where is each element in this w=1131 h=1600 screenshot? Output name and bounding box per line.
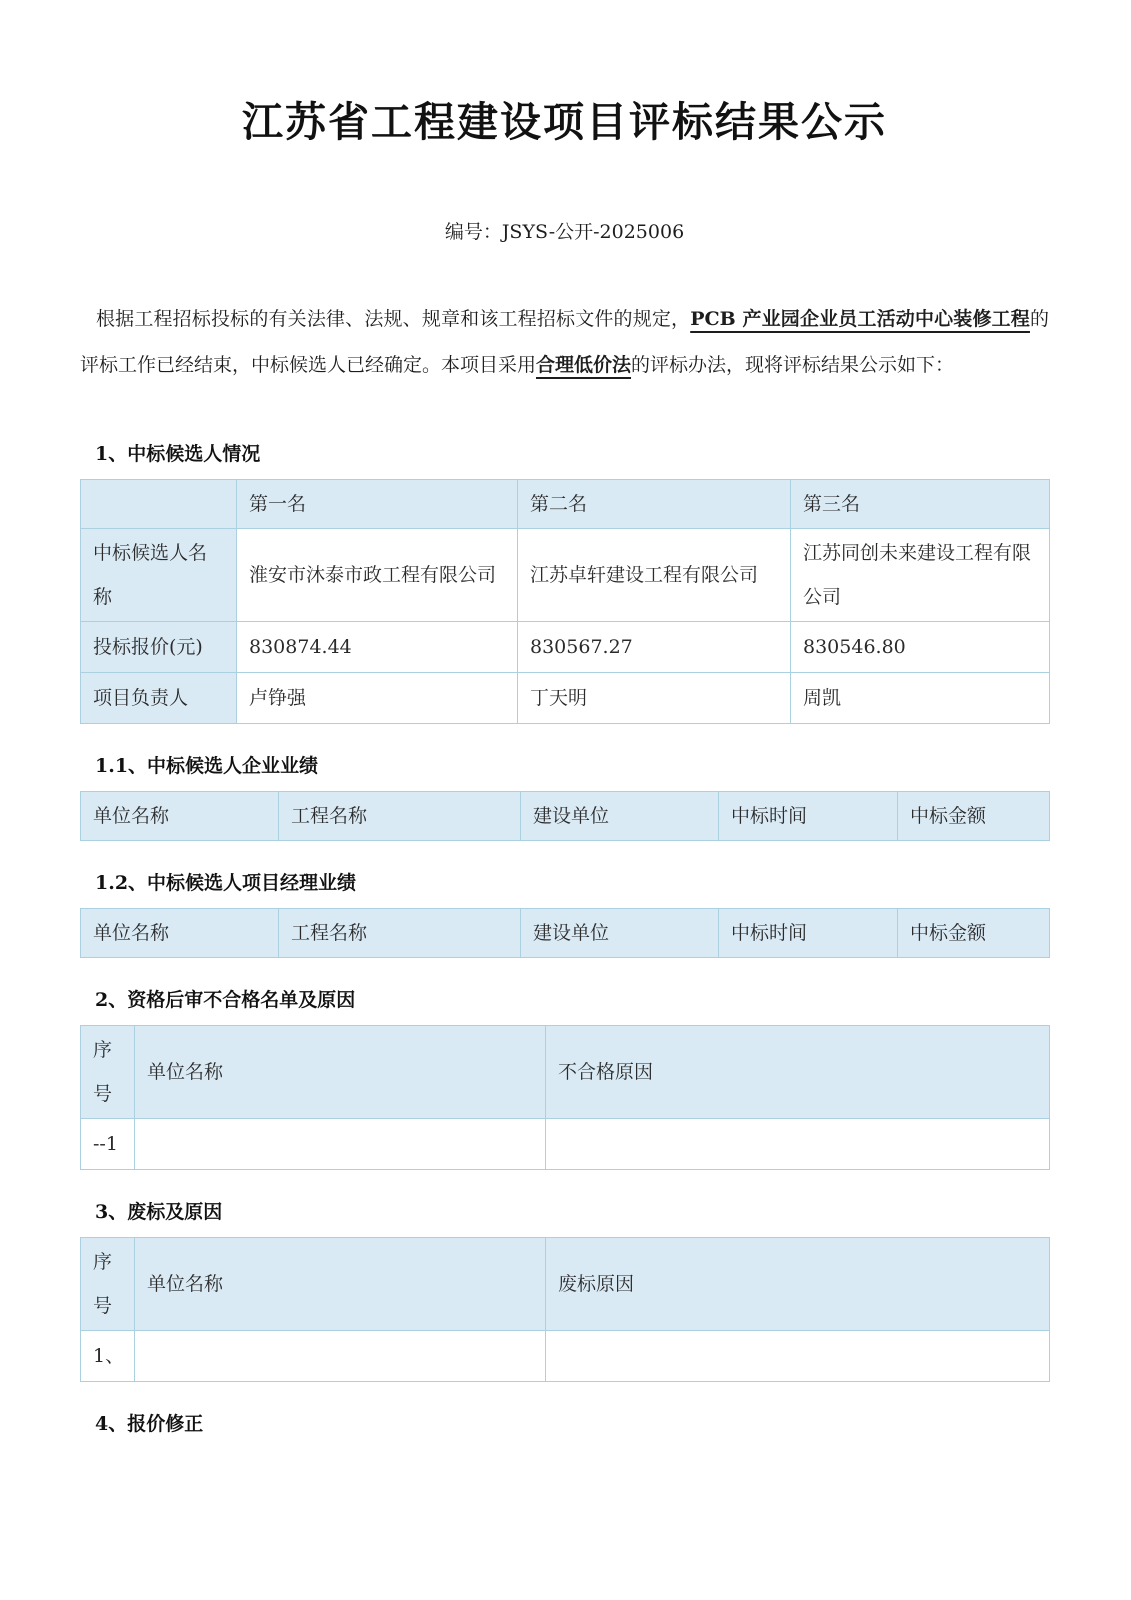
section3-heading: 3、废标及原因 [95, 1201, 223, 1224]
seq-cell: 1、 [81, 1331, 135, 1382]
header-cell: 建设单位 [521, 909, 719, 958]
table-header-row [81, 480, 1050, 529]
unit-name-header-cell: 单位名称 [135, 1238, 546, 1331]
table-header-row [81, 1238, 1050, 1331]
enterprise-performance-table [80, 791, 1050, 841]
header-cell: 工程名称 [279, 909, 521, 958]
section1-2-heading: 1.2、中标候选人项目经理业绩 [95, 872, 357, 895]
intro-text-3: 的评标办法，现将评标结果公示如下： [631, 354, 955, 377]
manager-performance-table [80, 908, 1050, 958]
header-cell: 工程名称 [279, 792, 521, 841]
bid-price-row [81, 622, 1050, 673]
header-cell: 建设单位 [521, 792, 719, 841]
header-cell: 中标时间 [719, 792, 898, 841]
rank2-header-cell: 第二名 [518, 480, 791, 529]
unit-name-cell [135, 1331, 546, 1382]
rank1-header-cell: 第一名 [237, 480, 518, 529]
section4-heading: 4、报价修正 [95, 1413, 204, 1436]
unit-name-header-cell: 单位名称 [135, 1026, 546, 1119]
project-leader-row [81, 673, 1050, 724]
page-title: 江苏省工程建设项目评标结果公示 [242, 98, 887, 146]
section1-heading: 1、中标候选人情况 [95, 443, 261, 466]
reason-header-cell: 废标原因 [546, 1238, 1050, 1331]
unqualified-table [80, 1025, 1050, 1170]
table-cell: 江苏同创未来建设工程有限公司 [791, 529, 1050, 622]
rejected-bids-table [80, 1237, 1050, 1382]
row-label: 中标候选人名称 [81, 529, 237, 622]
seq-header-cell: 序号 [81, 1238, 135, 1331]
reason-cell [546, 1331, 1050, 1382]
table-header-row [81, 1026, 1050, 1119]
intro-paragraph [80, 296, 1049, 388]
table-cell: 830546.80 [791, 622, 1050, 673]
header-cell: 单位名称 [81, 909, 279, 958]
header-cell: 中标时间 [719, 909, 898, 958]
table-cell: 830874.44 [237, 622, 518, 673]
reason-header-cell: 不合格原因 [546, 1026, 1050, 1119]
seq-cell: --1 [81, 1119, 135, 1170]
header-cell: 中标金额 [898, 792, 1050, 841]
project-name: PCB 产业园企业员工活动中心装修工程 [690, 308, 1030, 331]
evaluation-method: 合理低价法 [536, 354, 632, 377]
candidates-table [80, 479, 1050, 724]
doc-number: 编号：JSYS-公开-2025006 [444, 221, 685, 244]
reason-cell [546, 1119, 1050, 1170]
corner-cell [81, 480, 237, 529]
table-cell: 卢铮强 [237, 673, 518, 724]
header-cell: 单位名称 [81, 792, 279, 841]
table-header-row [81, 909, 1050, 958]
table-cell: 淮安市沐泰市政工程有限公司 [237, 529, 518, 622]
section1-1-heading: 1.1、中标候选人企业业绩 [95, 755, 319, 778]
unit-name-cell [135, 1119, 546, 1170]
seq-header-cell: 序号 [81, 1026, 135, 1119]
section2-heading: 2、资格后审不合格名单及原因 [95, 989, 356, 1012]
table-header-row [81, 792, 1050, 841]
row-label: 项目负责人 [81, 673, 237, 724]
rank3-header-cell: 第三名 [791, 480, 1050, 529]
table-cell: 830567.27 [518, 622, 791, 673]
table-cell: 丁天明 [518, 673, 791, 724]
table-cell: 江苏卓轩建设工程有限公司 [518, 529, 791, 622]
table-cell: 周凯 [791, 673, 1050, 724]
table-row [81, 1331, 1050, 1382]
intro-text-1: 根据工程招标投标的有关法律、法规、规章和该工程招标文件的规定， [96, 308, 691, 331]
intro-text-2: 的评标工作已经结束，中标候选人已经确定。本项目采用 [80, 308, 1049, 377]
header-cell: 中标金额 [898, 909, 1050, 958]
table-row [81, 1119, 1050, 1170]
candidate-name-row [81, 529, 1050, 622]
row-label: 投标报价(元) [81, 622, 237, 673]
